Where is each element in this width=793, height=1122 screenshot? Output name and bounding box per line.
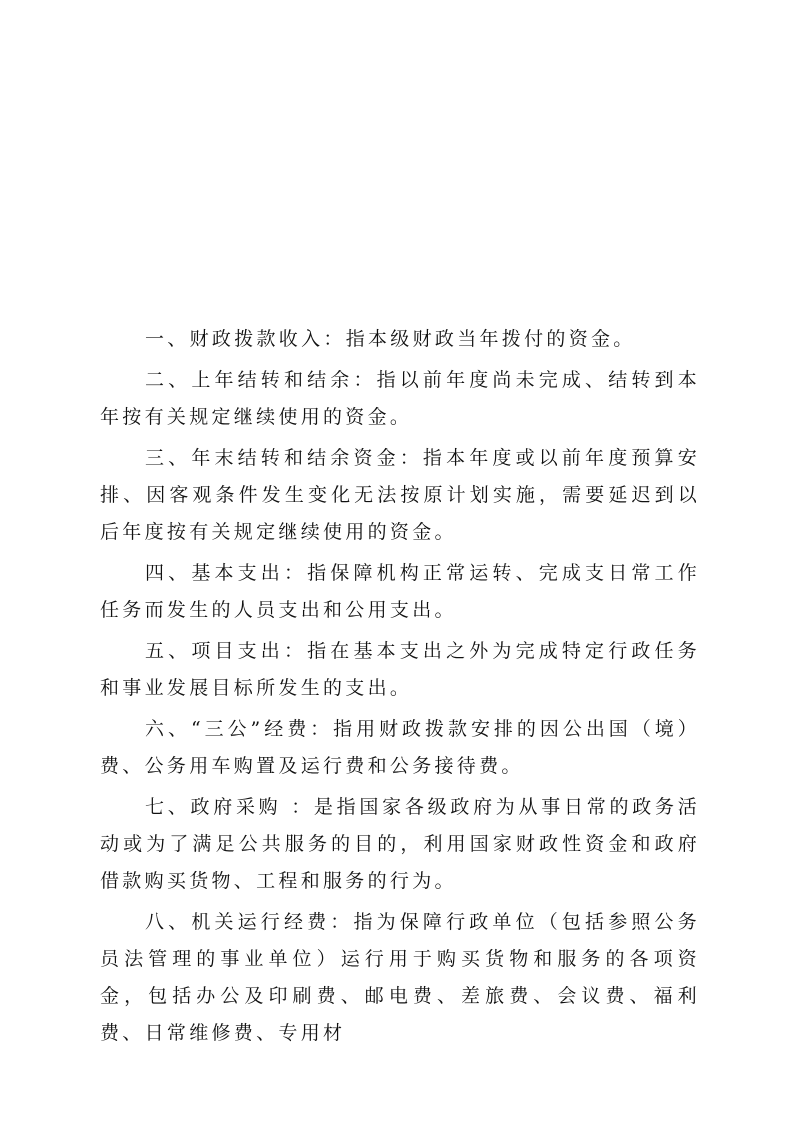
paragraph-prior-year-carryover: 二、上年结转和结余：指以前年度尚未完成、结转到本年按有关规定继续使用的资金。 (100, 369, 700, 428)
paragraph-project-expenditure: 五、项目支出：指在基本支出之外为完成特定行政任务和事业发展目标所发生的支出。 (100, 640, 700, 699)
paragraph-basic-expenditure: 四、基本支出：指保障机构正常运转、完成支日常工作任务而发生的人员支出和公用支出。 (100, 562, 700, 621)
paragraph-three-public-expenses: 六、“三公”经费：指用财政拨款安排的因公出国（境）费、公务用车购置及运行费和公务接待费。 (100, 718, 700, 777)
paragraph-fiscal-appropriation-income: 一、财政拨款收入：指本级财政当年拨付的资金。 (145, 328, 636, 350)
paragraph-government-procurement: 七、政府采购 ：是指国家各级政府为从事日常的政务活动或为了满足公共服务的目的，利用国家财政性资金和政府借款购买货物、工程和服务的行为。 (100, 796, 700, 892)
paragraph-agency-operating-expenses: 八、机关运行经费：指为保障行政单位（包括参照公务员法管理的事业单位）运行用于购买货物和服务的各项资金，包括办公及印刷费、邮电费、差旅费、会议费、福利费、日常维修费、专用材 (100, 911, 700, 1044)
glossary-body (100, 321, 700, 1056)
paragraph-year-end-carryover: 三、年末结转和结余资金：指本年度或以前年度预算安排、因客观条件发生变化无法按原计划实施，需要延迟到以后年度按有关规定继续使用的资金。 (100, 447, 700, 543)
